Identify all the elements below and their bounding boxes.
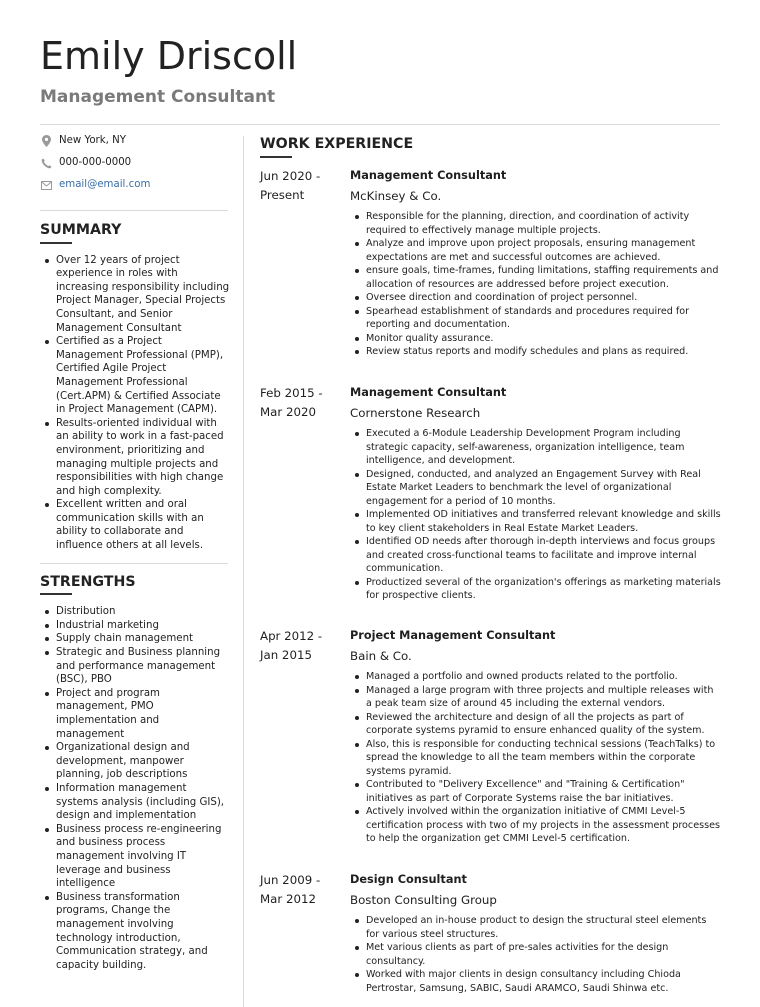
job-bullet: Analyze and improve upon project proposals, ensuring management expectations are met and successful outcomes are achieved. <box>366 237 722 264</box>
job-body <box>350 871 722 995</box>
summary-item: Certified as a Project Management Professional (PMP), Certified Agile Project Management Professional (Cert.APM) & Certified Associate in Project Management (CAPM). <box>56 335 230 417</box>
job-bullet: Executed a 6-Module Leadership Development Program including strategic capacity, self-awareness, organization intelligence, team intelligence, and development. <box>366 427 722 468</box>
job-date-end: Present <box>260 188 305 202</box>
strength-item: Strategic and Business planning and performance management (BSC), PBO <box>56 646 230 687</box>
contact-phone <box>40 152 230 174</box>
envelope-icon <box>41 179 52 191</box>
strengths-heading: STRENGTHS <box>40 573 136 590</box>
job-company: Cornerstone Research <box>350 406 481 420</box>
job-bullet: Contributed to "Delivery Excellence" and "Training & Certification" initiatives as part of Corporate Systems raise the bar initiatives. <box>366 778 722 805</box>
job-dates <box>260 627 340 665</box>
job-bullet: Met various clients as part of pre-sales activities for the design consultancy. <box>366 941 722 968</box>
job-bullets <box>350 670 722 846</box>
job-date-end: Mar 2012 <box>260 892 317 906</box>
summary-section <box>40 224 230 553</box>
job-role: Management Consultant <box>350 169 507 182</box>
job-company: McKinsey & Co. <box>350 189 442 203</box>
job-bullet: Designed, conducted, and analyzed an Engagement Survey with Real Estate Market Leaders to benchmark the level of organizational engagement for a period of 10 months. <box>366 468 722 509</box>
right-column <box>260 136 725 994</box>
location-text: New York, NY <box>59 135 126 147</box>
job-dates <box>260 384 340 422</box>
strength-item: Organizational design and development, manpower planning, job descriptions <box>56 741 230 782</box>
job-company: Boston Consulting Group <box>350 893 497 907</box>
job-bullet: Responsible for the planning, direction, and coordination of activity required to effectively manage multiple projects. <box>366 210 722 237</box>
strength-item: Business transformation programs, Change the management involving technology introduction, Communication strategy, and capacity building. <box>56 891 230 973</box>
strength-item: Business process re-engineering and business process management involving IT leverage and business intelligence <box>56 823 230 891</box>
section-divider <box>40 563 228 564</box>
summary-item: Over 12 years of project experience in roles with increasing responsibility including Project Manager, Special Projects Consultant, and Senior Management Consultant <box>56 254 230 334</box>
job-date-end: Jan 2015 <box>260 648 312 662</box>
phone-icon <box>41 157 52 169</box>
email-link[interactable]: email@email.com <box>59 179 151 191</box>
heading-underline <box>40 593 72 595</box>
job-body <box>350 627 722 846</box>
strengths-section <box>40 573 230 973</box>
summary-item: Excellent written and oral communication skills with an ability to collaborate and influence others at all levels. <box>56 498 230 552</box>
job-date-end: Mar 2020 <box>260 405 317 419</box>
job-bullets <box>350 914 722 995</box>
summary-list <box>40 254 230 553</box>
section-divider <box>40 210 228 211</box>
job-role: Design Consultant <box>350 873 467 886</box>
summary-item: Results-oriented individual with an ability to work in a fast-paced environment, prioritizing and managing multiple projects and responsibilities with high change and high complexity. <box>56 417 230 499</box>
job-date-start: Apr 2012 - <box>260 629 323 643</box>
job-role: Management Consultant <box>350 386 507 399</box>
job-bullet: Worked with major clients in design consultancy including Chioda Pertrostar, Samsung, SABIC, Saudi ARAMCO, Saudi Shinwa etc. <box>366 968 722 995</box>
work-experience-heading: WORK EXPERIENCE <box>260 136 414 152</box>
phone-text: 000-000-0000 <box>59 157 132 169</box>
job-bullets <box>350 210 722 359</box>
job-dates <box>260 871 340 909</box>
job-bullet: Managed a portfolio and owned products related to the portfolio. <box>366 670 722 684</box>
job-date-start: Jun 2020 - <box>260 169 321 183</box>
contact-block <box>40 130 230 196</box>
job-body <box>350 384 722 603</box>
location-pin-icon <box>41 135 52 147</box>
job-body <box>350 167 722 359</box>
candidate-name: Emily Driscoll <box>40 34 298 78</box>
job-bullet: Actively involved within the organization initiative of CMMI Level-5 certification process with two of my projects in the assessment processes to help the organization get CMMI Level-5 certification. <box>366 806 721 844</box>
strength-item: Supply chain management <box>56 632 230 646</box>
job-bullet: Productized several of the organization's offerings as marketing materials for prospective clients. <box>366 576 721 601</box>
job-bullet: Spearhead establishment of standards and procedures required for reporting and documentation. <box>366 305 722 332</box>
candidate-title: Management Consultant <box>40 87 276 107</box>
job-bullet: ensure goals, time-frames, funding limitations, staffing requirements and allocation of resources are addressed before project execution. <box>366 264 722 291</box>
job-bullet: Review status reports and modify schedules and plans as required. <box>366 345 722 359</box>
job-role: Project Management Consultant <box>350 629 556 642</box>
job-bullet: Managed a large program with three projects and multiple releases with a peak team size of around 45 including the external vendors. <box>366 684 722 711</box>
job-bullet: Reviewed the architecture and design of all the projects as part of corporate systems pyramid to ensure enhanced quality of the system. <box>366 711 722 738</box>
strengths-list <box>40 605 230 972</box>
strength-item: Distribution <box>56 605 230 619</box>
job-dates <box>260 167 340 205</box>
job-bullet: Also, this is responsible for conducting technical sessions (TeachTalks) to spread the knowledge to all the team members within the corporate systems pyramid. <box>366 738 722 779</box>
contact-email[interactable] <box>40 174 230 196</box>
job-bullet: Oversee direction and coordination of project personnel. <box>366 291 722 305</box>
job-bullet: Monitor quality assurance. <box>366 332 722 346</box>
job-bullet: Developed an in-house product to design the structural steel elements for various steel structures. <box>366 914 722 941</box>
summary-heading: SUMMARY <box>40 222 122 238</box>
header-divider <box>40 124 720 125</box>
strength-item: Project and program management, PMO implementation and management <box>56 687 230 741</box>
left-column <box>40 130 230 972</box>
job-date-start: Jun 2009 - <box>260 873 321 887</box>
job-date-start: Feb 2015 - <box>260 386 323 400</box>
job-bullets <box>350 427 722 603</box>
heading-underline <box>40 242 72 244</box>
job-company: Bain & Co. <box>350 649 412 663</box>
column-divider <box>243 136 244 1007</box>
job-bullet: Identified OD needs after thorough in-depth interviews and focus groups and created cross-functional teams to facilitate and improve internal communication. <box>366 535 722 576</box>
heading-underline <box>260 156 292 158</box>
strength-item: Industrial marketing <box>56 619 230 633</box>
contact-location <box>40 130 230 152</box>
job-bullet: Implemented OD initiatives and transferred relevant knowledge and skills to key client stakeholders in Real Estate Market Leaders. <box>366 509 721 534</box>
strength-item: Information management systems analysis (including GIS), design and implementation <box>56 782 230 823</box>
